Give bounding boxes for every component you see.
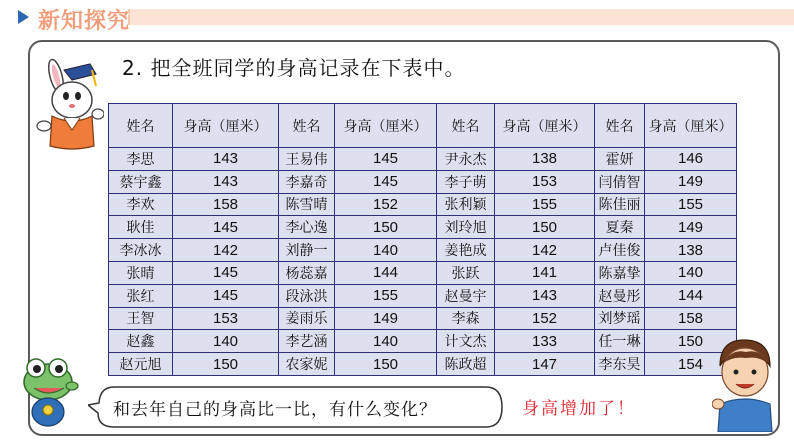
height-cell: 153 — [495, 170, 595, 193]
height-cell: 150 — [335, 216, 437, 239]
name-cell: 李思 — [109, 148, 173, 171]
name-cell: 任一琳 — [595, 330, 645, 353]
height-cell: 145 — [335, 170, 437, 193]
column-header: 姓名 — [279, 104, 335, 148]
table-row — [109, 239, 737, 262]
name-cell: 李嘉奇 — [279, 170, 335, 193]
height-cell: 154 — [645, 353, 737, 376]
height-cell: 140 — [173, 330, 279, 353]
section-header — [0, 0, 794, 36]
height-cell: 141 — [495, 261, 595, 284]
height-cell: 150 — [495, 216, 595, 239]
height-cell: 149 — [645, 216, 737, 239]
table-row — [109, 284, 737, 307]
name-cell: 李森 — [437, 307, 495, 330]
height-cell: 145 — [335, 148, 437, 171]
name-cell: 计文杰 — [437, 330, 495, 353]
height-cell: 146 — [645, 148, 737, 171]
name-cell: 李东昊 — [595, 353, 645, 376]
name-cell: 赵曼宇 — [437, 284, 495, 307]
name-cell: 赵元旭 — [109, 353, 173, 376]
height-cell: 145 — [173, 261, 279, 284]
column-header: 身高（厘米） — [173, 104, 279, 148]
name-cell: 刘玲旭 — [437, 216, 495, 239]
table-row — [109, 216, 737, 239]
name-cell: 陈政超 — [437, 353, 495, 376]
height-cell: 150 — [173, 353, 279, 376]
height-cell: 138 — [645, 239, 737, 262]
name-cell: 刘梦瑶 — [595, 307, 645, 330]
height-cell: 140 — [335, 239, 437, 262]
name-cell: 王易伟 — [279, 148, 335, 171]
column-header: 姓名 — [109, 104, 173, 148]
name-cell: 卢佳俊 — [595, 239, 645, 262]
height-cell: 138 — [495, 148, 595, 171]
height-cell: 144 — [335, 261, 437, 284]
name-cell: 张红 — [109, 284, 173, 307]
section-title: 新知探究 — [38, 9, 131, 34]
column-header: 姓名 — [595, 104, 645, 148]
column-header: 姓名 — [437, 104, 495, 148]
column-header: 身高（厘米） — [495, 104, 595, 148]
table-row — [109, 261, 737, 284]
height-cell: 142 — [173, 239, 279, 262]
name-cell: 段泳洪 — [279, 284, 335, 307]
height-cell: 153 — [173, 307, 279, 330]
table-header-row — [109, 104, 737, 148]
name-cell: 霍妍 — [595, 148, 645, 171]
height-cell: 140 — [335, 330, 437, 353]
name-cell: 赵鑫 — [109, 330, 173, 353]
name-cell: 刘静一 — [279, 239, 335, 262]
height-cell: 143 — [495, 284, 595, 307]
name-cell: 王智 — [109, 307, 173, 330]
column-header: 身高（厘米） — [645, 104, 737, 148]
name-cell: 蔡宇鑫 — [109, 170, 173, 193]
name-cell: 张利颖 — [437, 193, 495, 216]
name-cell: 赵曼彤 — [595, 284, 645, 307]
height-table — [108, 103, 737, 376]
height-cell: 149 — [645, 170, 737, 193]
bubble-question: 和去年自己的身高比一比，有什么变化？ — [113, 400, 437, 420]
name-cell: 张晴 — [109, 261, 173, 284]
height-cell: 144 — [645, 284, 737, 307]
name-cell: 姜艳成 — [437, 239, 495, 262]
name-cell: 尹永杰 — [437, 148, 495, 171]
height-cell: 150 — [645, 330, 737, 353]
table-row — [109, 170, 737, 193]
name-cell: 姜雨乐 — [279, 307, 335, 330]
height-cell: 152 — [495, 307, 595, 330]
speech-bubble — [88, 383, 506, 431]
height-cell: 143 — [173, 148, 279, 171]
boy-illustration — [712, 338, 776, 432]
table-row — [109, 353, 737, 376]
name-cell: 李欢 — [109, 193, 173, 216]
table-row — [109, 148, 737, 171]
name-cell: 闫倩智 — [595, 170, 645, 193]
name-cell: 农家妮 — [279, 353, 335, 376]
table-row — [109, 330, 737, 353]
name-cell: 张跃 — [437, 261, 495, 284]
height-cell: 140 — [645, 261, 737, 284]
height-cell: 150 — [335, 353, 437, 376]
name-cell: 耿佳 — [109, 216, 173, 239]
play-triangle-icon — [18, 10, 29, 24]
height-cell: 152 — [335, 193, 437, 216]
height-cell: 155 — [645, 193, 737, 216]
table-row — [109, 193, 737, 216]
height-cell: 142 — [495, 239, 595, 262]
name-cell: 李冰冰 — [109, 239, 173, 262]
height-cell: 158 — [173, 193, 279, 216]
header-bar — [130, 9, 794, 25]
height-cell: 133 — [495, 330, 595, 353]
frog-illustration — [18, 352, 82, 430]
task-instruction: 2. 把全班同学的身高记录在下表中。 — [122, 56, 466, 80]
height-cell: 147 — [495, 353, 595, 376]
answer-text: 身高增加了！ — [522, 399, 636, 419]
height-cell: 158 — [645, 307, 737, 330]
name-cell: 杨蕊嘉 — [279, 261, 335, 284]
name-cell: 李心逸 — [279, 216, 335, 239]
name-cell: 陈佳丽 — [595, 193, 645, 216]
height-cell: 155 — [335, 284, 437, 307]
name-cell: 李艺涵 — [279, 330, 335, 353]
column-header: 身高（厘米） — [335, 104, 437, 148]
height-cell: 149 — [335, 307, 437, 330]
height-cell: 155 — [495, 193, 595, 216]
name-cell: 李子萌 — [437, 170, 495, 193]
name-cell: 夏秦 — [595, 216, 645, 239]
rabbit-teacher-illustration — [34, 56, 104, 156]
name-cell: 陈雪晴 — [279, 193, 335, 216]
height-cell: 143 — [173, 170, 279, 193]
height-cell: 145 — [173, 284, 279, 307]
height-cell: 145 — [173, 216, 279, 239]
name-cell: 陈嘉挚 — [595, 261, 645, 284]
table-row — [109, 307, 737, 330]
